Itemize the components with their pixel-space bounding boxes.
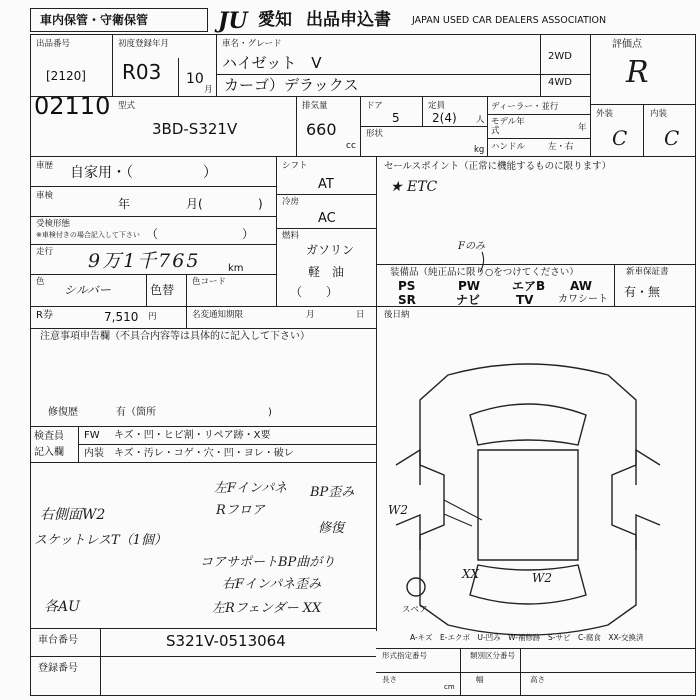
registration-label: 初度登録年月 [118, 39, 170, 49]
car-grade: カーゴ）デラックス [224, 76, 359, 94]
diagram-w2-left: W2 [388, 503, 408, 517]
lot-number: 02110 [34, 92, 111, 120]
note-right-f-panel: 右Fインパネ歪み [222, 577, 322, 592]
storage-title: 車内保管・守衛保管 [40, 13, 149, 27]
car-name-label: 車名・グレード [222, 39, 282, 49]
equipment-tv: TV [516, 293, 534, 307]
remarks-label: 注意事項申告欄（不具合内容等は具体的に記入して下さい） [40, 331, 310, 342]
note-core-support: コアサポートBP曲がり [200, 555, 336, 570]
equipment-ps: PS [398, 279, 416, 293]
diagram-spare: スペア [402, 605, 428, 615]
note-each-au: 各AU [44, 599, 80, 615]
note-gasket: スケットレスT（1個） [34, 533, 167, 548]
fuel-diesel: 軽 油 [308, 265, 345, 279]
fuel-gasoline: ガソリン [306, 243, 355, 257]
evaluation-score: R [626, 55, 649, 90]
shift-value: AT [318, 177, 334, 192]
displacement-value: 660 [306, 120, 337, 139]
lot-label: 出品番号 [36, 39, 71, 49]
equipment-aw: AW [570, 279, 592, 293]
equipment-navi: ナビ [456, 293, 481, 307]
equipment-leather-seat: カワシート [558, 294, 608, 305]
drive-4wd: 4WD [548, 77, 572, 88]
recycle-amount: 7,510 [104, 310, 139, 324]
ju-logo: JU [218, 8, 248, 34]
fw-items: キズ・凹・ヒビ割・リペア跡・X要 [114, 430, 271, 441]
diagram-legend: A-キズ E-エクボ U-凹み W-補修跡 S-サビ C-腐食 XX-交換済 [410, 633, 644, 642]
repair-history-value: 有（箇所 [116, 407, 156, 418]
note-r-floor: Rフロア [216, 503, 265, 518]
lot-sub-number: [2120] [46, 69, 86, 83]
interior-items: キズ・汚レ・コゲ・穴・凹・ヨレ・破レ [114, 448, 294, 459]
vehicle-history: 自家用・（ ） [70, 165, 217, 181]
diagram-w2-bottom: W2 [532, 571, 552, 585]
warranty-value: 有・無 [624, 285, 661, 299]
color-value: シルバー [64, 283, 111, 297]
note-repair: 修復 [318, 521, 345, 536]
registration-month: 10 [186, 71, 204, 87]
equipment-pw: PW [458, 279, 481, 293]
capacity-value: 2(4) [432, 111, 457, 125]
auction-sheet: 車内保管・守衛保管 JU 愛知 出品申込書 JAPAN USED CAR DEALERS ASSOCIATION 出品番号 [2120] 02110 初度登録年月 R03 10 月 車名・グレード ハイゼット V カーゴ）デラックス 2WD 4WD 評価点 R 外装 内装 C C 型式 3BD-S321V 排気量 660 cc ドア 5 定員 2(4) 人 形状 kg ディーラー・並行 モデル年式 年 ハンドル 左・右 車歴 自家用・（ ） 車検 年 月( ) 受検形態 ※車検付きの場合記入して下さい （ ） 走行 9万1千765 km 色 シルバー 色替 色コード シフト AT 冷房 AC 燃料 ガソリン 軽 油 （ ） セールスポイント（正常に機能するものに限ります） ★ ETC Fのみ 装備品（純正品に限り○をつけてください） PS PW エアB AW SR ナビ TV カワシート 新車保証書 有・無 R券 7,510 円 名変通知期限 月 日 後日納 注意事項申告欄（不具合内容等は具体的に記入して下さい） 修復歴 有（箇所 ) 検査員 記入欄 FW キズ・凹・ヒビ割・リペア跡・X要 内装 キズ・汚レ・コゲ・穴・凹・ヨレ・破レ 左Fインパネ BP歪み 右側面W2 Rフロア スケットレスT（1個） 修復 コアサポートBP曲がり 右Fインパネ歪み 各AU 左Rフェンダー XX W2 XX W2 スペア A-キズ E-エクボ U-凹み W-補修跡 S-サビ C-腐食 XX-交換済 車台番号 S321V-0513064 登録番号 形式指定番号 類別区分番号 長さ cm 幅 高さ [0, 0, 700, 700]
mileage-value: 9万1千765 [88, 250, 201, 272]
drive-2wd: 2WD [548, 51, 572, 62]
car-name: ハイゼット V [222, 54, 322, 72]
selling-points-label: セールスポイント（正常に機能するものに限ります） [384, 161, 612, 172]
evaluation-label: 評価点 [612, 39, 642, 50]
model-code: 3BD-S321V [152, 120, 238, 138]
org-name: 愛知 [258, 10, 292, 30]
interior-grade: C [664, 126, 680, 150]
note-bp-warp: BP歪み [310, 485, 355, 500]
equipment-label: 装備品（純正品に限り○をつけてください） [390, 267, 579, 278]
chassis-number: S321V-0513064 [166, 632, 286, 650]
english-org-name: JAPAN USED CAR DEALERS ASSOCIATION [412, 15, 607, 26]
document-title: 出品申込書 [306, 10, 391, 30]
note-left-f-panel: 左Fインパネ [214, 481, 288, 496]
ac-value: AC [318, 211, 336, 226]
selling-points-note: Fのみ [458, 241, 485, 252]
registration-era-year: R03 [122, 60, 162, 84]
equipment-airbag: エアB [512, 279, 546, 293]
note-left-r-fender: 左Rフェンダー XX [212, 601, 322, 616]
diagram-xx: XX [462, 567, 480, 581]
note-right-side: 右側面W2 [40, 507, 106, 523]
selling-points-value: ★ ETC [390, 179, 438, 195]
doors-value: 5 [392, 111, 400, 125]
exterior-grade: C [612, 126, 628, 150]
equipment-sr: SR [398, 293, 416, 307]
